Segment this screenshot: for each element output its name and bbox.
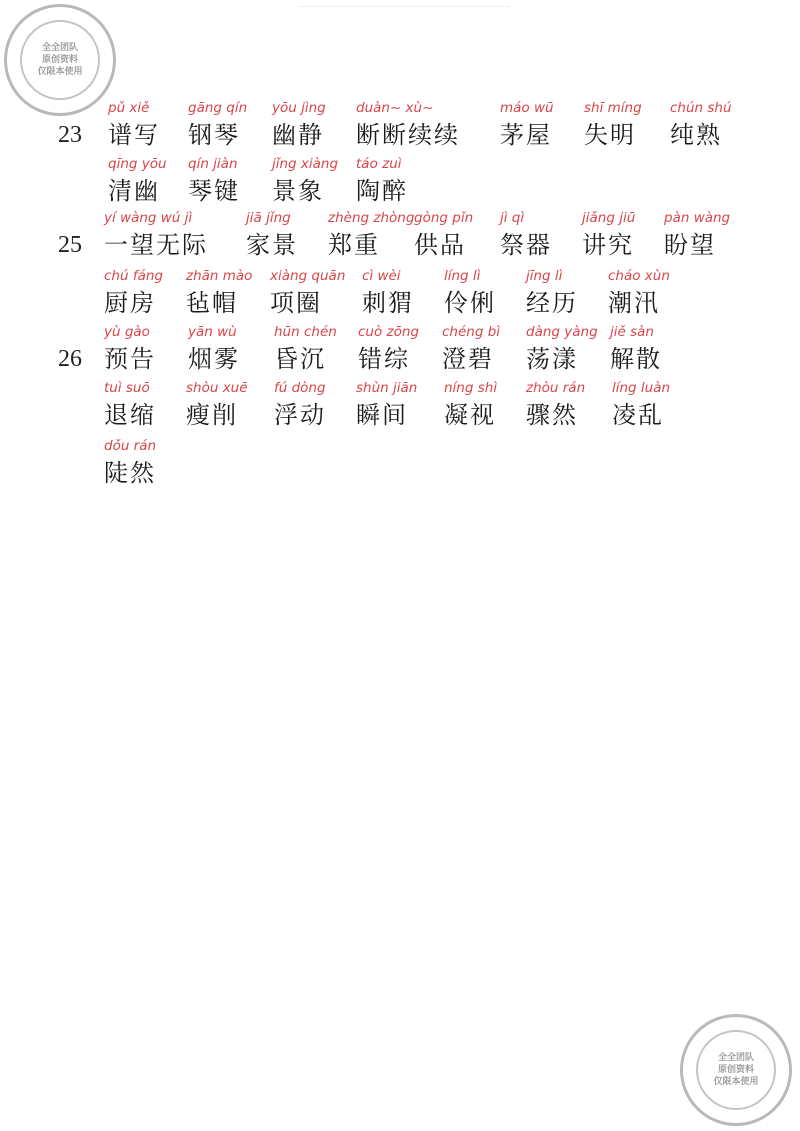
vocab-word [328, 206, 428, 260]
pinyin: máo wū [500, 100, 554, 116]
vocab-word [608, 264, 708, 318]
pinyin: zhèng zhòng [328, 210, 415, 226]
vocab-word [186, 376, 286, 430]
stamp-text: 全全团队 原创资料 仅限本使用 [713, 1053, 759, 1087]
pinyin: shòu xuē [186, 380, 248, 396]
vocab-word [104, 434, 204, 488]
pinyin: dàng yàng [526, 324, 598, 340]
hanzi: 景象 [272, 177, 324, 205]
vocab-word [188, 320, 288, 374]
pinyin: yù gào [104, 324, 150, 340]
pinyin: shī míng [584, 100, 642, 116]
hanzi: 断断续续 [356, 121, 460, 149]
top-divider [300, 0, 510, 7]
hanzi: 昏沉 [274, 345, 326, 373]
vocab-word [104, 206, 244, 260]
vocab-word [356, 376, 456, 430]
hanzi: 讲究 [582, 231, 634, 259]
vocab-word [270, 264, 370, 318]
hanzi: 骤然 [526, 401, 578, 429]
pinyin: zhòu rán [526, 380, 586, 396]
pinyin: cháo xùn [608, 268, 670, 284]
lesson-number: 26 [58, 346, 82, 372]
hanzi: 凝视 [444, 401, 496, 429]
watermark-stamp-bottom [680, 1014, 792, 1126]
hanzi: 浮动 [274, 401, 326, 429]
hanzi: 潮汛 [608, 289, 660, 317]
vocab-word [414, 206, 514, 260]
lesson-number: 23 [58, 122, 82, 148]
pinyin: hūn chén [274, 324, 337, 340]
vocab-word [612, 376, 712, 430]
hanzi: 家景 [246, 231, 298, 259]
vocab-word [356, 152, 456, 206]
pinyin: líng lì [444, 268, 481, 284]
vocab-word [610, 320, 710, 374]
hanzi: 毡帽 [186, 289, 238, 317]
hanzi: 项圈 [270, 289, 322, 317]
hanzi: 凌乱 [612, 401, 664, 429]
vocab-word [670, 96, 770, 150]
pinyin: líng luàn [612, 380, 671, 396]
hanzi: 郑重 [328, 231, 380, 259]
hanzi: 伶俐 [444, 289, 496, 317]
pinyin: jiā jǐng [246, 210, 291, 226]
pinyin: zhān mào [186, 268, 253, 284]
pinyin: pàn wàng [664, 210, 731, 226]
hanzi: 盼望 [664, 231, 716, 259]
pinyin: chún shú [670, 100, 732, 116]
pinyin: qín jiàn [188, 156, 238, 172]
hanzi: 陡然 [104, 459, 156, 487]
pinyin: jīng lì [526, 268, 563, 284]
hanzi: 错综 [358, 345, 410, 373]
hanzi: 茅屋 [500, 121, 552, 149]
pinyin: yān wù [188, 324, 237, 340]
pinyin: dǒu rán [104, 438, 157, 454]
hanzi: 荡漾 [526, 345, 578, 373]
lesson-number: 25 [58, 232, 82, 258]
hanzi: 澄碧 [442, 345, 494, 373]
hanzi: 供品 [414, 231, 466, 259]
pinyin: jǐng xiàng [272, 156, 339, 172]
hanzi: 钢琴 [188, 121, 240, 149]
vocab-word [664, 206, 764, 260]
pinyin: jiǎng jiū [582, 210, 636, 226]
pinyin: qīng yōu [108, 156, 167, 172]
pinyin: cì wèi [362, 268, 401, 284]
hanzi: 清幽 [108, 177, 160, 205]
pinyin: níng shì [444, 380, 498, 396]
hanzi: 瘦削 [186, 401, 238, 429]
hanzi: 烟雾 [188, 345, 240, 373]
pinyin: tuì suō [104, 380, 150, 396]
pinyin: yōu jìng [272, 100, 326, 116]
pinyin: yí wàng wú jì [104, 210, 193, 226]
pinyin: jiě sàn [610, 324, 654, 340]
hanzi: 刺猬 [362, 289, 414, 317]
hanzi: 幽静 [272, 121, 324, 149]
pinyin: chú fáng [104, 268, 163, 284]
hanzi: 失明 [584, 121, 636, 149]
hanzi: 陶醉 [356, 177, 408, 205]
hanzi: 解散 [610, 345, 662, 373]
pinyin: gòng pǐn [414, 210, 474, 226]
pinyin: chéng bì [442, 324, 501, 340]
hanzi: 琴键 [188, 177, 240, 205]
pinyin: duàn~ xù~ [356, 100, 434, 116]
pinyin: xiàng quān [270, 268, 346, 284]
pinyin: pǔ xiě [108, 100, 150, 116]
hanzi: 预告 [104, 345, 156, 373]
hanzi: 瞬间 [356, 401, 408, 429]
hanzi: 退缩 [104, 401, 156, 429]
pinyin: cuò zōng [358, 324, 420, 340]
pinyin: jì qì [500, 210, 525, 226]
hanzi: 祭器 [500, 231, 552, 259]
watermark-stamp-top [4, 4, 116, 116]
hanzi: 厨房 [104, 289, 156, 317]
hanzi: 一望无际 [104, 231, 208, 259]
vocab-word [526, 376, 626, 430]
vocab-word [584, 96, 684, 150]
stamp-text: 全全团队 原创资料 仅限本使用 [37, 43, 83, 77]
pinyin: shùn jiān [356, 380, 418, 396]
pinyin: gāng qín [188, 100, 248, 116]
hanzi: 经历 [526, 289, 578, 317]
pinyin: fú dòng [274, 380, 326, 396]
hanzi: 谱写 [108, 121, 160, 149]
hanzi: 纯熟 [670, 121, 722, 149]
pinyin: táo zuì [356, 156, 402, 172]
vocab-word [356, 96, 496, 150]
